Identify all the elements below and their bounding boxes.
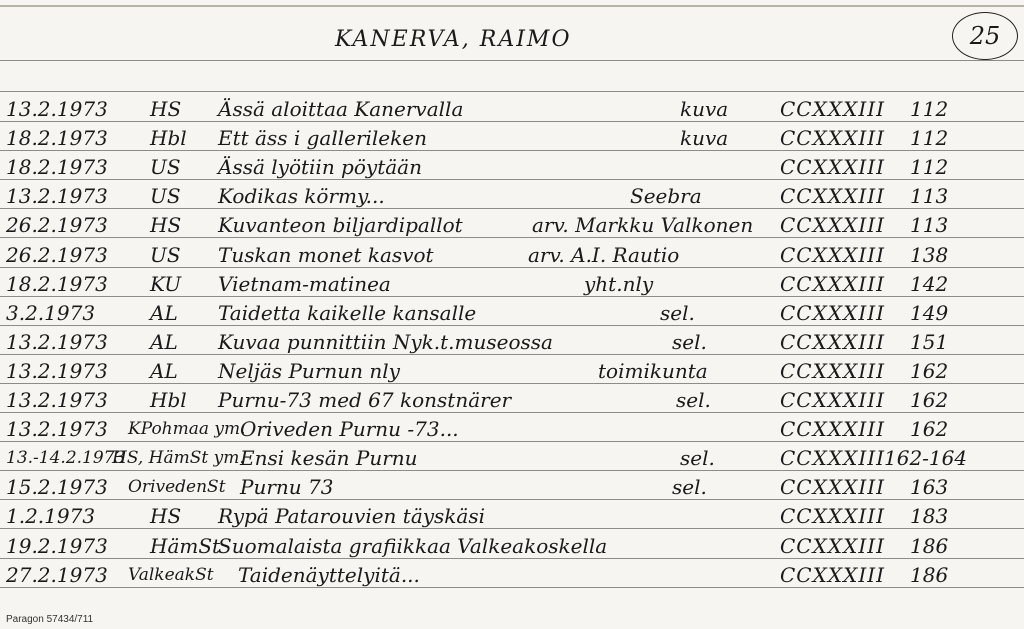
- entry-code: CCXXXIII: [780, 242, 886, 267]
- entry-date: 13.2.1973: [6, 184, 108, 209]
- entry-date: 3.2.1973: [6, 300, 96, 325]
- list-item: [0, 445, 1024, 471]
- entry-source: ValkeakSt: [128, 564, 214, 585]
- entry-title: Oriveden Purnu -73...: [240, 417, 459, 442]
- entry-title: Rypä Patarouvien täyskäsi: [218, 504, 486, 529]
- entry-note: Seebra: [630, 184, 702, 209]
- entry-source: HS: [150, 213, 182, 238]
- rule-line: [0, 237, 1024, 238]
- entry-note: arv. A.I. Rautio: [528, 242, 680, 267]
- entry-source: US: [150, 184, 181, 209]
- entry-title: Ett äss i gallerileken: [218, 126, 427, 151]
- rule-line: [0, 354, 1024, 355]
- rule-line: [0, 296, 1024, 297]
- entry-note: yht.nly: [584, 271, 654, 296]
- entry-source: Hbl: [150, 126, 187, 151]
- entry-page: 142: [910, 271, 949, 296]
- entry-page: 112: [910, 126, 949, 151]
- entry-note: kuva: [680, 126, 729, 151]
- entry-code: CCXXXIII: [780, 388, 886, 412]
- entry-code: CCXXXIII: [780, 329, 886, 354]
- entry-source: KPohmaa ym.: [128, 419, 246, 440]
- list-item: [0, 183, 1024, 209]
- list-item: [0, 329, 1024, 355]
- entry-title: Taidetta kaikelle kansalle: [218, 300, 477, 325]
- entry-title: Neljäs Purnun nly: [218, 358, 400, 383]
- entry-note: sel.: [660, 300, 695, 325]
- entry-title: Vietnam-matinea: [218, 271, 391, 296]
- list-item: [0, 300, 1024, 326]
- entry-code: CCXXXIII: [780, 358, 886, 383]
- entry-date: 13.2.1973: [6, 388, 108, 412]
- entry-title: Ensi kesän Purnu: [240, 446, 418, 471]
- entry-page: 186: [910, 533, 949, 558]
- entry-code: CCXXXIII: [780, 533, 886, 558]
- entry-code: CCXXXIII: [780, 562, 886, 587]
- entry-date: 1.2.1973: [6, 504, 96, 529]
- entry-date: 15.2.1973: [6, 475, 108, 500]
- rule-line: [0, 179, 1024, 180]
- entry-page: 151: [910, 329, 949, 354]
- list-item: [0, 562, 1024, 588]
- rule-line: [0, 528, 1024, 529]
- entry-title: Kuvaa punnittiin Nyk.t.museossa: [218, 329, 553, 354]
- entry-source: AL: [150, 300, 178, 325]
- rule-line: [0, 91, 1024, 92]
- entry-date: 13.2.1973: [6, 417, 108, 442]
- entry-title: Ässä lyötiin pöytään: [218, 155, 422, 180]
- list-item: [0, 358, 1024, 384]
- entry-page: 112: [910, 155, 949, 180]
- entry-code: CCXXXIII: [780, 446, 886, 471]
- entry-code: CCXXXIII: [780, 155, 886, 180]
- list-item: [0, 533, 1024, 559]
- entry-page: 183: [910, 504, 949, 529]
- entry-title: Ässä aloittaa Kanervalla: [218, 97, 464, 121]
- entry-source: HS: [150, 504, 182, 529]
- list-item: [0, 242, 1024, 268]
- entry-date: 19.2.1973: [6, 533, 108, 558]
- entry-source: HämSt: [150, 533, 221, 558]
- entry-note: toimikunta: [598, 358, 708, 383]
- entry-source: US: [150, 155, 181, 180]
- entry-code: CCXXXIII: [780, 97, 886, 121]
- list-item: [0, 387, 1024, 413]
- entry-title: Suomalaista grafiikkaa Valkeakoskella: [218, 533, 608, 558]
- rule-line: [0, 470, 1024, 471]
- card-number-circle: [952, 12, 1018, 60]
- entry-note: sel.: [676, 388, 711, 412]
- entry-date: 18.2.1973: [6, 126, 108, 151]
- entry-date: 13.2.1973: [6, 358, 108, 383]
- card-footer-print: Paragon 57434/711: [6, 614, 94, 625]
- entry-date: 13.-14.2.1973: [6, 448, 126, 469]
- entry-date: 13.2.1973: [6, 329, 108, 354]
- entry-title: Kuvanteon biljardipallot: [218, 213, 463, 238]
- rule-line: [0, 383, 1024, 384]
- entry-source: KU: [150, 271, 182, 296]
- entry-date: 18.2.1973: [6, 271, 108, 296]
- entry-source: HS, HämSt ym.: [112, 448, 245, 469]
- rule-line: [0, 412, 1024, 413]
- entry-note: sel.: [680, 446, 715, 471]
- card-heading-name: KANERVA, RAIMO: [335, 27, 572, 52]
- entry-title: Taidenäyttelyitä...: [238, 562, 420, 587]
- entry-source: OrivedenSt: [128, 477, 226, 498]
- entry-code: CCXXXIII: [780, 417, 886, 442]
- entry-page: 163: [910, 475, 949, 500]
- entry-date: 26.2.1973: [6, 213, 108, 238]
- entry-page: 112: [910, 97, 949, 121]
- list-item: [0, 212, 1024, 238]
- entry-title: Purnu-73 med 67 konstnärer: [218, 388, 512, 412]
- list-item: [0, 271, 1024, 297]
- list-item: [0, 503, 1024, 529]
- entry-page: 162-164: [884, 446, 968, 471]
- entry-page: 162: [910, 417, 949, 442]
- rule-line: [0, 60, 1024, 61]
- entry-date: 26.2.1973: [6, 242, 108, 267]
- rule-line: [0, 325, 1024, 326]
- rule-line: [0, 558, 1024, 559]
- entry-code: CCXXXIII: [780, 126, 886, 151]
- entry-title: Kodikas körmy...: [218, 184, 385, 209]
- entry-page: 113: [910, 184, 949, 209]
- entry-code: CCXXXIII: [780, 184, 886, 209]
- entry-page: 186: [910, 562, 949, 587]
- entry-note: sel.: [672, 475, 707, 500]
- entry-code: CCXXXIII: [780, 213, 886, 238]
- entry-page: 138: [910, 242, 949, 267]
- entry-page: 113: [910, 213, 949, 238]
- rule-line: [0, 267, 1024, 268]
- card-number: 25: [969, 22, 1001, 50]
- entry-note: arv. Markku Valkonen: [532, 213, 754, 238]
- rule-line: [0, 499, 1024, 500]
- entry-note: kuva: [680, 97, 729, 121]
- rule-line: [0, 121, 1024, 122]
- entry-page: 162: [910, 358, 949, 383]
- entry-source: HS: [150, 97, 182, 121]
- entry-source: Hbl: [150, 388, 187, 412]
- entry-note: sel.: [672, 329, 707, 354]
- entry-code: CCXXXIII: [780, 300, 886, 325]
- list-item: [0, 474, 1024, 500]
- list-item: [0, 416, 1024, 442]
- entry-code: CCXXXIII: [780, 271, 886, 296]
- entry-source: AL: [150, 358, 178, 383]
- rule-line: [0, 441, 1024, 442]
- list-item: [0, 154, 1024, 180]
- entry-date: 18.2.1973: [6, 155, 108, 180]
- rule-line: [0, 208, 1024, 209]
- entry-date: 13.2.1973: [6, 97, 108, 121]
- entry-title: Tuskan monet kasvot: [218, 242, 434, 267]
- rule-line: [0, 587, 1024, 588]
- list-item: [0, 125, 1024, 151]
- entry-title: Purnu 73: [240, 475, 334, 500]
- entry-code: CCXXXIII: [780, 475, 886, 500]
- entry-date: 27.2.1973: [6, 562, 108, 587]
- card-top-edge: [0, 5, 1024, 7]
- list-item: [0, 96, 1024, 122]
- rule-line: [0, 150, 1024, 151]
- entry-page: 149: [910, 300, 949, 325]
- entry-page: 162: [910, 388, 949, 412]
- entry-code: CCXXXIII: [780, 504, 886, 529]
- entry-source: AL: [150, 329, 178, 354]
- entry-source: US: [150, 242, 181, 267]
